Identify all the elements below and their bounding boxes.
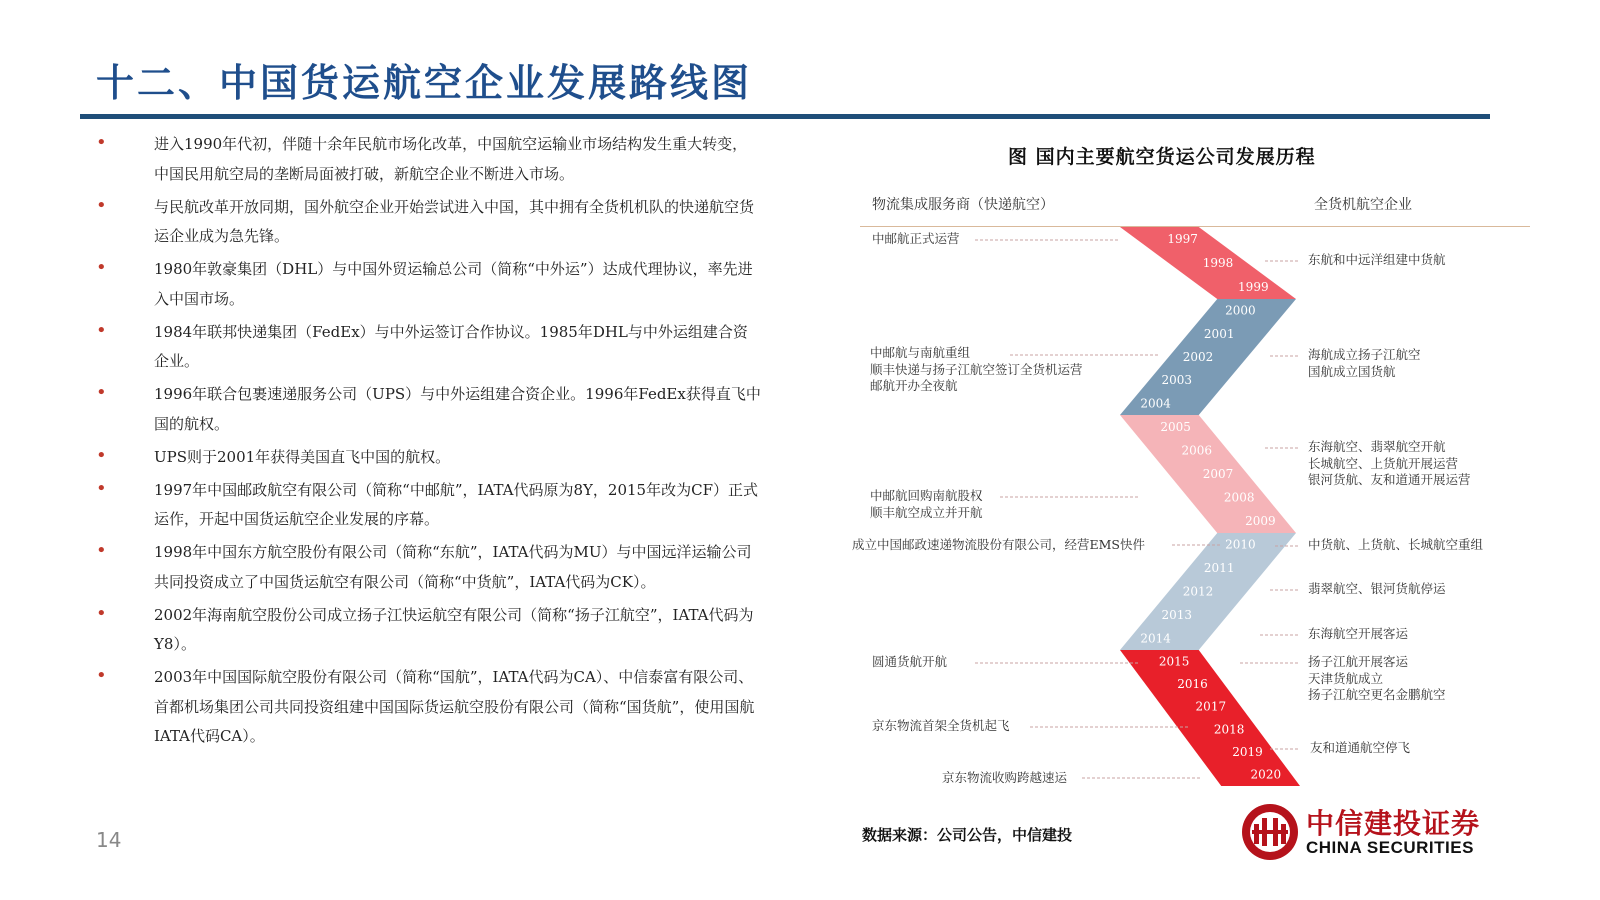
timeline-year-label: 2020 [1250,767,1282,782]
event-text: 友和道通航空停飞 [1310,740,1411,755]
logo-text-en: CHINA SECURITIES [1306,838,1474,857]
event-text: 中货航、上货航、长城航空重组 [1308,537,1484,552]
event-text: 邮航开办全夜航 [870,378,958,393]
left-event-label [870,488,983,521]
bullet-text: 1984年联邦快递集团（FedEx）与中外运签订合作协议。1985年DHL与中外运组建合资企业。 [154,322,748,370]
bullet-dot-icon: • [96,540,107,561]
timeline-year-label: 2014 [1140,631,1171,646]
event-text: 东海航空、翡翠航空开航 [1308,439,1446,454]
bullet-text: 1998年中国东方航空股份有限公司（简称“东航”，IATA代码为MU）与中国远洋运输公司共同投资成立了中国货运航空有限公司（简称“中货航”，IATA代码为CK）。 [154,543,752,591]
event-text: 国航成立国货航 [1308,363,1396,379]
bullet-dot-icon: • [96,444,107,466]
left-column-header: 物流集成服务商（快递航空） [872,197,1054,213]
left-event-label [872,718,1010,735]
timeline-year-label: 2000 [1225,303,1256,318]
bullet-dot-icon: • [96,665,107,686]
timeline-year-label: 2013 [1161,607,1193,622]
event-text: 中邮航与南航重组 [870,345,971,360]
event-text: 天津货航成立 [1308,670,1384,686]
event-text: 东航和中远洋组建中货航 [1308,252,1446,267]
bullet-dot-icon: • [96,477,107,499]
data-source: 数据来源：公司公告，中信建投 [862,826,1073,844]
timeline-year-label: 2001 [1203,326,1235,341]
event-text: 海航成立扬子江航空 [1308,347,1421,362]
timeline-year-label: 2019 [1232,745,1263,759]
event-text: 顺丰航空成立并开航 [870,504,983,520]
timeline-year-label: 1998 [1202,256,1234,270]
bullet-dot-icon: • [96,382,107,403]
logo-text-cn: 中信建投证券 [1306,807,1481,840]
right-event-label [1310,740,1410,757]
timeline-year-label: 2003 [1161,373,1193,388]
timeline-year-label: 2011 [1203,561,1235,576]
event-text: 中邮航回购南航股权 [870,488,983,503]
timeline-year-label: 1999 [1238,280,1269,294]
bullet-text: 2002年海南航空股份公司成立扬子江快运航空有限公司（简称“扬子江航空”，IATA代码为Y8）。 [154,605,754,653]
figure-title: 图 国内主要航空货运公司发展历程 [1008,146,1316,168]
timeline-year-label: 2006 [1181,443,1213,458]
event-text: 京东物流收购跨越速运 [942,770,1068,785]
bullet-text: 1997年中国邮政航空有限公司（简称“中邮航”，IATA代码原为8Y，2015年改为CF）正式运作，开起中国货运航空企业发展的序幕。 [154,480,758,528]
bullet-text: 1996年联合包裹速递服务公司（UPS）与中外运组建合资企业。1996年FedEx获得直飞中国的航权。 [154,385,761,433]
event-text: 长城航空、上货航开展运营 [1308,455,1459,471]
right-event-label [1308,537,1483,554]
right-column-header: 全货机航空企业 [1314,197,1412,213]
page-title: 十二、中国货运航空企业发展路线图 [96,61,753,105]
left-event-label [942,770,1067,787]
bullet-text: 与民航改革开放同期，国外航空企业开始尝试进入中国，其中拥有全货机机队的快递航空货运企业成为急先锋。 [154,197,755,245]
event-text: 京东物流首架全货机起飞 [872,718,1010,733]
left-event-label [870,345,1083,395]
bullet-text: 1980年敦豪集团（DHL）与中国外贸运输总公司（简称“中外运”）达成代理协议，率先进入中国市场。 [154,260,753,308]
event-text: 翡翠航空、银河货航停运 [1308,581,1446,596]
bullet-text: 2003年中国国际航空股份有限公司（简称“国航”，IATA代码为CA）、中信泰富有限公司、首都机场集团公司共同投资组建中国国际货运航空股份有限公司（简称“国货航”，使用国航IATA代码CA）。 [154,668,755,745]
timeline-year-label: 2018 [1213,722,1245,737]
bullet-dot-icon: • [96,132,107,153]
event-text: 银河货航、友和道通开展运营 [1308,472,1471,487]
china-securities-logo-icon [1240,802,1302,864]
timeline-year-label: 1997 [1167,232,1198,246]
timeline-year-label: 2004 [1140,396,1171,411]
bullet-dot-icon: • [96,319,107,341]
timeline-year-label: 2017 [1195,699,1227,714]
event-text: 圆通货航开航 [872,654,948,669]
brand-logo [1240,800,1500,862]
right-event-label [1308,654,1446,704]
timeline-year-label: 2012 [1182,584,1214,599]
event-text: 成立中国邮政速递物流股份有限公司，经营EMS快件 [852,537,1145,552]
timeline-year-label: 2015 [1158,654,1190,669]
event-text: 顺丰快递与扬子江航空签订全货机运营 [870,361,1083,377]
timeline-year-label: 2005 [1160,419,1191,434]
timeline-year-label: 2002 [1182,350,1214,364]
bullet-dot-icon: • [96,194,107,216]
event-text: 扬子江航开展客运 [1308,654,1409,669]
right-event-label [1308,626,1408,643]
event-text: 东海航空开展客运 [1308,626,1409,641]
right-event-label [1308,581,1446,598]
bullet-dot-icon: • [96,602,107,624]
right-event-label [1308,439,1471,489]
left-event-label [872,231,960,248]
timeline-year-label: 2008 [1223,490,1255,505]
bullet-text: UPS则于2001年获得美国直飞中国的航权。 [154,447,451,466]
event-text: 扬子江航空更名金鹏航空 [1308,687,1446,702]
page-number: 14 [96,828,122,852]
timeline-year-label: 2016 [1177,677,1208,691]
bullet-dot-icon: • [96,257,107,278]
right-event-label [1308,252,1446,269]
timeline-year-label: 2010 [1225,537,1256,552]
event-text: 中邮航正式运营 [872,231,960,246]
timeline-year-label: 2009 [1245,514,1276,529]
right-event-label [1308,347,1421,380]
left-event-label [852,537,1145,554]
timeline-segment [1120,650,1300,786]
bullet-text: 进入1990年代初，伴随十余年民航市场化改革，中国航空运输业市场结构发生重大转变，中国民用航空局的垄断局面被打破，新航空企业不断进入市场。 [154,135,748,183]
left-event-label [872,654,947,671]
timeline-year-label: 2007 [1202,467,1234,481]
